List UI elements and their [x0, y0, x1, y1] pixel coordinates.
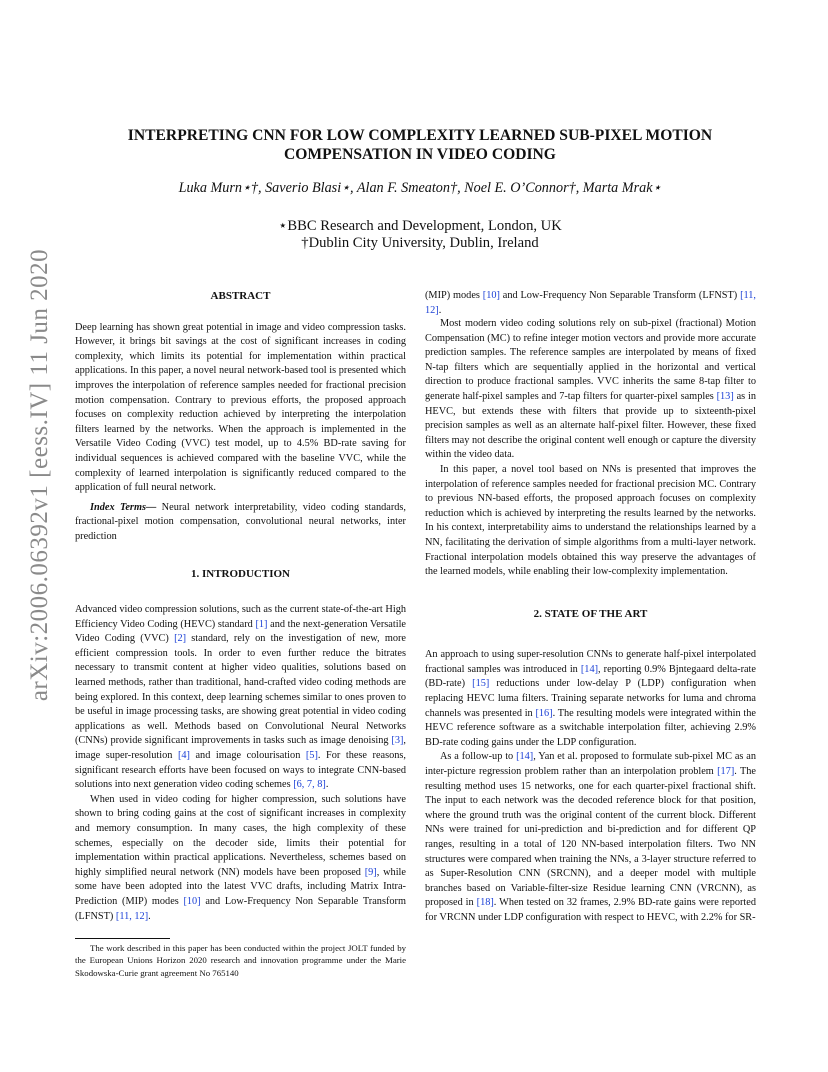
index-terms-label: Index Terms— — [90, 501, 157, 513]
citation-link[interactable]: [5] — [305, 750, 318, 762]
citation-link[interactable]: [14] — [516, 751, 534, 763]
citation-link[interactable]: [13] — [716, 390, 734, 402]
citation-link[interactable]: [11, 12] — [115, 910, 149, 922]
citation-link[interactable]: [4] — [177, 750, 190, 762]
title-line-2: COMPENSATION IN VIDEO CODING — [284, 146, 556, 163]
state-of-art-heading: 2. STATE OF THE ART — [533, 607, 648, 620]
citation-link[interactable]: [14] — [580, 663, 599, 675]
citation-link[interactable]: [9] — [364, 866, 377, 878]
footnote: The work described in this paper has been conducted within the project JOLT funded by the European Unions Horizon 2020 research and innovation programme under the Marie Skodowska-Curie grant agreement No 765140 — [75, 943, 406, 978]
authors: Luka Murn⋆†, Saverio Blasi⋆, Alan F. Smeaton†, Noel E. O’Connor†, Marta Mrak⋆ — [178, 180, 662, 196]
intro-heading: 1. INTRODUCTION — [190, 567, 290, 580]
intro-paragraph-2: When used in video coding for higher compression, such solutions have shown to bring coding gains at the cost of significant increases in complexity and memory consumption. In many cases, the high complexity of these schemes, especially on the decoder side, limits their potential for implementation within practical applications. Nevertheless, schemes based on highly simplified neural network (NN) models have been proposed [9], while some have been adopted into the latest VVC drafts, including Matrix Intra-Prediction (MIP) modes [10] and Low-Frequency Non Separable Transform (LFNST) [11, 12]. — [75, 793, 406, 922]
index-terms — [75, 501, 406, 545]
abstract-text: Deep learning has shown great potential in image and video compression tasks. However, it brings bit savings at the cost of significant increases in coding complexity, which limits its potential for implementation within practical applications. In this paper, a novel neural network-based tool is presented which improves the interpolation of reference samples needed for fractional precision motion compensation. Contrary to previous efforts, the proposed approach focuses on complexity reduction achieved by interpreting the interpolation filters learned by the networks. When the approach is implemented in the Versatile Video Coding (VVC) test model, up to 4.5% BD-rate saving for individual sequences is achieved compared with the baseline VVC, while the complexity of learned interpolation is significantly reduced compared to the application of full neural network. — [75, 321, 406, 494]
citation-link[interactable]: [2] — [174, 633, 187, 645]
paper-title — [90, 126, 750, 164]
title-line-1: INTERPRETING CNN FOR LOW COMPLEXITY LEARNED SUB-PIXEL MOTION — [127, 127, 713, 144]
index-terms-text: Neural network interpretability, video coding standards, fractional-pixel motion compensation, convolutional neural networks, inter prediction — [75, 501, 406, 542]
footnote-rule — [75, 938, 170, 939]
abstract-heading: ABSTRACT — [210, 290, 271, 302]
intro-paragraph-1: Advanced video compression solutions, such as the current state-of-the-art High Efficiency Video Coding (HEVC) standard [1] and the next-generation Versatile Video Coding (VVC) [2] standard, rely on the investigation of new, more efficient compression tools. In order to even further reduce the bitrates necessary to transmit content at higher video qualities, solutions based on learned methods, rather than traditional, hand-crafted video coding methods are being explored. In this context, deep learning schemes similar to ones proven to be useful in image processing tasks, are showing great potential in video coding applications as well. Methods based on Convolutional Neural Networks (CNNs) provide significant improvements in tasks such as image denoising [3], image super-resolution [4] and image colourisation [5]. For these reasons, significant research efforts have been focused on ways to integrate CNN-based solutions into next generation video coding schemes [6, 7, 8]. — [75, 604, 407, 791]
affiliation-bbc: ⋆BBC Research and Development, London, UK — [278, 218, 562, 234]
intro-paragraph-4: In this paper, a novel tool based on NNs is presented that improves the interpolation of reference samples needed for fractional precision MC. Contrary to previous NN-based efforts, the proposed approach focuses on complexity reduction which is achieved by interpreting the results learned by the networks. In his context, interpretability aims to understand the relationships learned by a NN, facilitating the derivation of simple algorithms from a multi-layer network. Fractional interpolation models obtained this way preserve the advantages of the learned models, while enabling their low-complexity implementation. — [425, 463, 756, 578]
citation-link[interactable]: [18] — [476, 897, 494, 909]
arxiv-stamp: arXiv:2006.06392v1 [eess.IV] 11 Jun 2020 — [26, 248, 53, 702]
intro-paragraph-2-continued: (MIP) modes [10] and Low-Frequency Non Separable Transform (LFNST) [11, 12]. — [425, 290, 756, 316]
state-of-art-paragraph-1: An approach to using super-resolution CNNs to generate half-pixel interpolated fractional samples was introduced in [14], reporting 0.9% Bjntegaard delta-rate (BD-rate) [15] reductions under low-delay P (LDP) configuration when replacing HEVC luma filters. Training separate networks for luma and chroma channels was presented in [16]. The resulting models were integrated within the HEVC reference software as a switchable interpolation filter, achieving 2.9% BD-rate coding gains under the LDP configuration. — [425, 649, 757, 748]
right-column — [425, 317, 756, 926]
left-column — [75, 289, 406, 924]
citation-link[interactable]: [10] — [482, 290, 500, 301]
citation-link[interactable]: [3] — [391, 735, 404, 747]
affiliation-dcu: †Dublin City University, Dublin, Ireland — [301, 235, 539, 251]
citation-link[interactable]: [11, 12] — [425, 290, 756, 316]
right-column-carryover — [425, 289, 756, 318]
citation-link[interactable]: [16] — [535, 707, 553, 719]
state-of-art-paragraph-2: As a follow-up to [14], Yan et al. proposed to formulate sub-pixel MC as an inter-picture regression problem rather than an interpolation problem [17]. The resulting method uses 15 networks, one for each quarter-pixel fractional shift. The input to each network was the decoded reference block for that position, where the ground truth was the original content of the current block. Different NNs were trained for uni-prediction and bi-prediction and for different QP ranges, resulting in a total of 120 NN-based interpolation filters. Two NN structures were compared when training the NNs, a 3-layer structure referred to as Super-Resolution CNN (SRCNN), and a deeper model with multiple branches based on Variable-filter-size Residue learning CNN (VRCNN), as proposed in [18]. When tested on 32 frames, 2.9% BD-rate gains were reported for VRCNN under LDP configuration with respect to HEVC, with 2.2% for SR- — [425, 751, 757, 923]
intro-paragraph-3: Most modern video coding solutions rely on sub-pixel (fractional) Motion Compensation (MC) to refine integer motion vectors and provide more accurate prediction samples. The reference samples are interpolated by means of fixed N-tap filters which are sequentially applied in the horizontal and vertical direction to produce fractional samples. VVC inherits the same 8-tap filter to generate half-pixel samples and 7-tap filters for quarter-pixel samples [13] as in HEVC, but extends these with filters that provide up to sixteenth-pixel precision samples as well as an alternate half-pixel filter. However, these fixed filters may not describe the original content well enough or capture the diversity within the video data. — [425, 318, 756, 461]
citation-link[interactable]: [10] — [183, 895, 201, 907]
citation-link[interactable]: [15] — [472, 678, 490, 690]
citation-link[interactable]: [1] — [255, 618, 268, 630]
citation-link[interactable]: [17] — [717, 766, 735, 778]
citation-link[interactable]: [6, 7, 8] — [293, 779, 326, 791]
